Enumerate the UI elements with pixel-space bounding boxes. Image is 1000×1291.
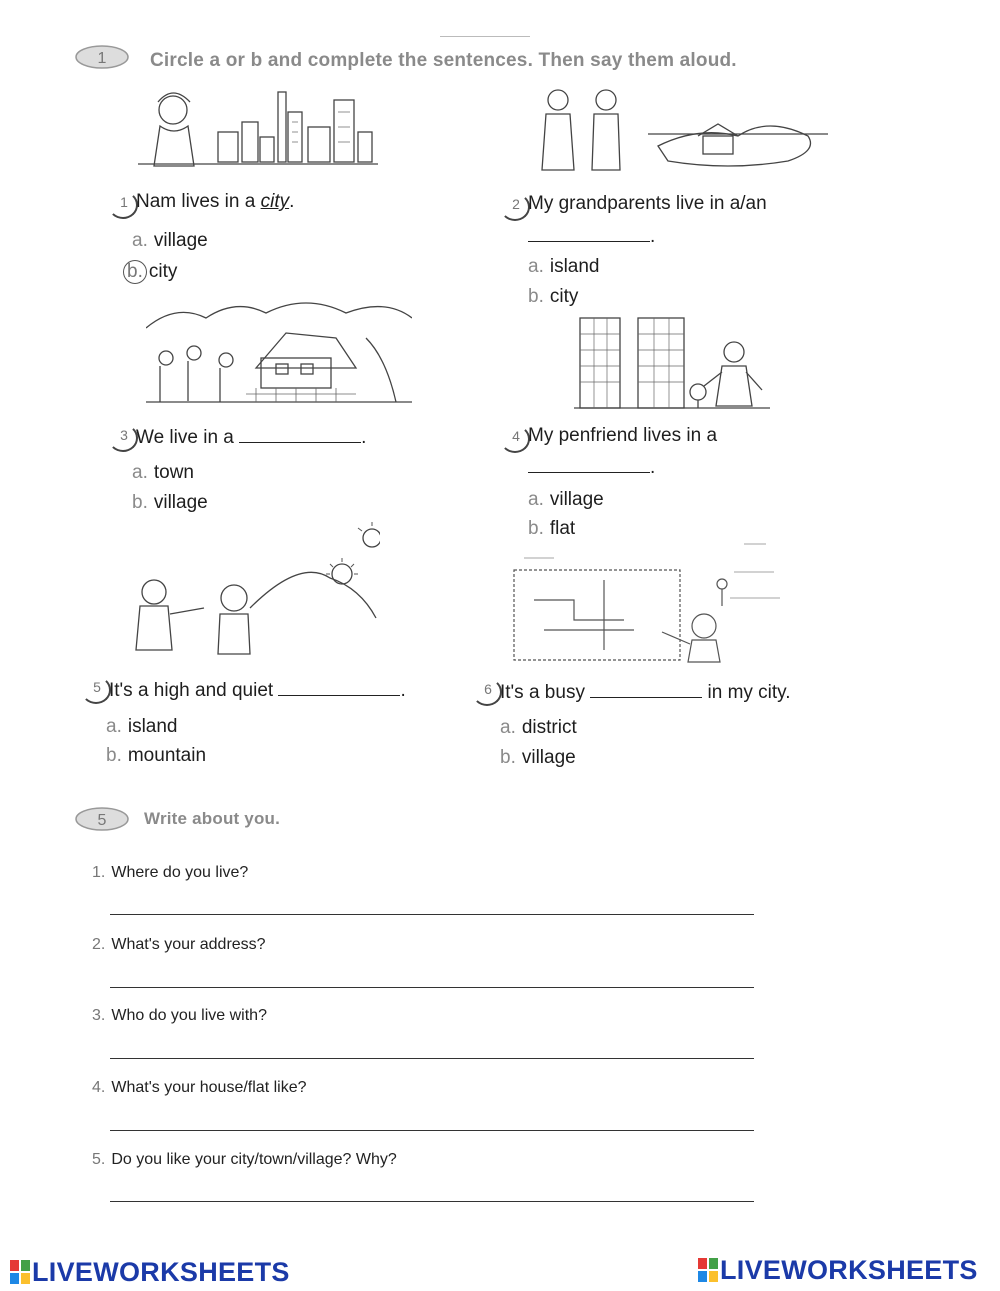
write-q5-number: 5. — [92, 1151, 106, 1168]
write-q2-text: What's your address? — [111, 936, 266, 953]
q6-number: 6 — [476, 677, 500, 701]
q1-option-a-letter: a. — [132, 230, 148, 251]
section-5-number: 5 — [97, 812, 107, 829]
footer-brand-right[interactable]: LIVEWORKSHEETS — [720, 1255, 978, 1285]
q3-option-b-text: village — [153, 492, 208, 513]
write-q2-number: 2. — [92, 936, 106, 953]
q5-end: . — [400, 680, 406, 701]
scan-mark — [440, 36, 530, 37]
grandparents-island-illustration — [538, 86, 828, 181]
district-map-illustration — [504, 540, 784, 664]
q3-option-a[interactable] — [132, 462, 194, 484]
q2-number: 2 — [504, 192, 528, 216]
q2-prompt: My grandparents live in a/an — [528, 193, 767, 214]
q5-number: 5 — [85, 675, 109, 699]
q3-text — [136, 424, 366, 449]
q5-blank[interactable] — [278, 677, 400, 696]
write-q2-answer-line[interactable] — [110, 987, 754, 988]
write-q5 — [92, 1151, 397, 1169]
q5-text — [109, 677, 406, 702]
write-q5-text: Do you like your city/town/village? Why? — [111, 1151, 397, 1168]
q5-prompt: It's a high and quiet — [109, 680, 279, 701]
mountain-illustration — [130, 518, 380, 658]
write-q3-text: Who do you live with? — [111, 1007, 267, 1024]
q2-end: . — [650, 226, 656, 247]
write-q1-number: 1. — [92, 864, 106, 881]
q4-prompt: My penfriend lives in a — [528, 425, 718, 446]
q1-option-b[interactable] — [128, 260, 177, 284]
q4-option-a-text: village — [549, 489, 604, 510]
q4-option-a-letter: a. — [528, 489, 544, 510]
q2-option-a-text: island — [549, 256, 600, 277]
section-1-number: 1 — [97, 50, 107, 67]
q5-option-a[interactable] — [106, 716, 178, 738]
q1-end: . — [289, 191, 295, 212]
write-q1 — [92, 864, 248, 882]
q1-option-b-text: city — [148, 261, 178, 282]
q3-option-a-letter: a. — [132, 462, 148, 483]
q4-blank[interactable] — [528, 454, 650, 473]
q3-end: . — [361, 427, 367, 448]
write-q3-number: 3. — [92, 1007, 106, 1024]
q4-option-b-text: flat — [549, 518, 576, 539]
footer-brand-left[interactable]: LIVEWORKSHEETS — [32, 1257, 290, 1287]
write-q4 — [92, 1079, 307, 1097]
q3-option-b[interactable] — [132, 492, 208, 514]
q6-option-a-text: district — [521, 717, 577, 738]
q6-end: in my city. — [702, 682, 791, 703]
q6-option-b-text: village — [521, 747, 576, 768]
write-q4-number: 4. — [92, 1079, 106, 1096]
q4-option-b-letter: b. — [528, 518, 544, 539]
q2-option-a[interactable] — [528, 256, 600, 278]
q2-blank[interactable] — [528, 223, 650, 242]
q2-option-a-letter: a. — [528, 256, 544, 277]
q6-blank[interactable] — [590, 679, 702, 698]
q5-option-b-letter: b. — [106, 745, 122, 766]
q3-option-a-text: town — [153, 462, 194, 483]
q1-number: 1 — [112, 190, 136, 214]
q4-option-a[interactable] — [528, 489, 604, 511]
section-5-instruction: Write about you. — [144, 809, 281, 828]
q6-option-b[interactable] — [500, 747, 576, 769]
write-q1-text: Where do you live? — [111, 864, 249, 881]
q4-blank-row — [528, 454, 655, 479]
q6-option-a[interactable] — [500, 717, 577, 739]
q5-option-b[interactable] — [106, 745, 206, 767]
q1-text — [136, 191, 294, 213]
liveworksheets-logo-icon-right — [698, 1258, 718, 1282]
q2-blank-row — [528, 223, 655, 248]
write-q4-text: What's your house/flat like? — [111, 1079, 307, 1096]
q4-number: 4 — [504, 424, 528, 448]
q3-number: 3 — [112, 423, 136, 447]
q6-option-b-letter: b. — [500, 747, 516, 768]
liveworksheets-logo-icon-left — [10, 1260, 30, 1284]
section-1-instruction: Circle a or b and complete the sentences. Then say them aloud. — [150, 50, 737, 71]
q2-option-b[interactable] — [528, 286, 578, 308]
write-q2 — [92, 936, 266, 954]
q4-end: . — [650, 457, 656, 478]
q5-option-b-text: mountain — [127, 745, 207, 766]
q1-prompt: Nam lives in a — [136, 191, 261, 212]
q3-blank[interactable] — [239, 424, 361, 443]
write-q3 — [92, 1007, 267, 1025]
q2-option-b-text: city — [549, 286, 579, 307]
q4-option-b[interactable] — [528, 518, 575, 540]
write-q1-answer-line[interactable] — [110, 914, 754, 915]
section-1-badge-icon — [74, 44, 130, 70]
flats-illustration — [574, 314, 770, 412]
write-q5-answer-line[interactable] — [110, 1201, 754, 1202]
q1-option-b-circled-letter: b. — [123, 260, 147, 284]
q1-option-a[interactable] — [132, 230, 208, 252]
city-skyline-illustration — [138, 82, 378, 182]
q3-prompt: We live in a — [136, 427, 240, 448]
q5-option-a-letter: a. — [106, 716, 122, 737]
write-q3-answer-line[interactable] — [110, 1058, 754, 1059]
q6-option-a-letter: a. — [500, 717, 516, 738]
q5-option-a-text: island — [127, 716, 178, 737]
q1-answer[interactable]: city — [260, 191, 290, 212]
section-5-badge-icon — [74, 806, 130, 832]
village-illustration — [146, 298, 412, 410]
q3-option-b-letter: b. — [132, 492, 148, 513]
q2-option-b-letter: b. — [528, 286, 544, 307]
q6-prompt: It's a busy — [500, 682, 591, 703]
q6-text — [500, 679, 791, 704]
write-q4-answer-line[interactable] — [110, 1130, 754, 1131]
q1-option-a-text: village — [153, 230, 208, 251]
